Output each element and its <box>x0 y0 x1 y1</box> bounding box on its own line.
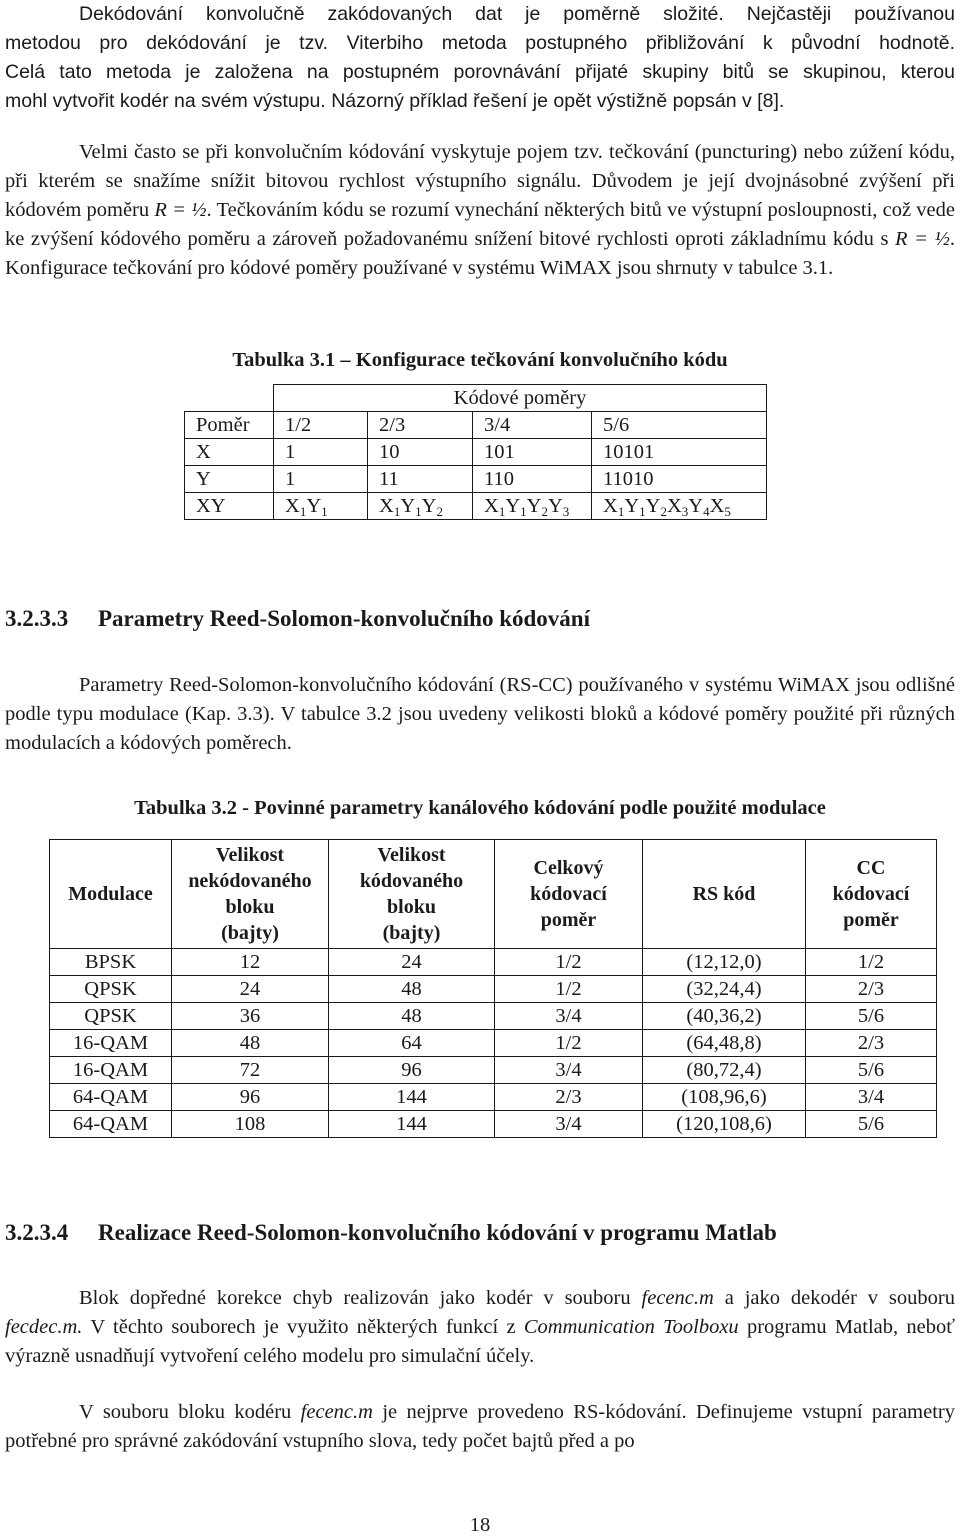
table-cell: 96 <box>172 1084 329 1111</box>
paragraph-text: a jako dekodér v souboru <box>724 1287 955 1309</box>
table-cell: QPSK <box>50 1003 172 1030</box>
table-cell: 10 <box>368 439 473 466</box>
header-line: bloku <box>387 896 436 918</box>
header-line: (bajty) <box>221 922 279 944</box>
table-cell: 5/6 <box>806 1003 937 1030</box>
header-line: kódovací <box>530 883 607 905</box>
column-header <box>495 840 643 949</box>
table-cell: Poměr <box>185 412 274 439</box>
table-cell: 3/4 <box>495 1057 643 1084</box>
intro-line: metodou pro dekódování je tzv. Viterbiho metoda postupného přibližování k původní hodnotě. <box>5 32 955 54</box>
column-header <box>643 840 806 949</box>
column-header <box>329 840 495 949</box>
table-cell: 1/2 <box>495 949 643 976</box>
filename: fecenc.m <box>641 1287 714 1309</box>
intro-line: Dekódování konvolučně zakódovaných dat je poměrně složité. Nejčastěji používanou <box>79 3 955 25</box>
header-line: Modulace <box>68 883 153 905</box>
table-row <box>50 1057 937 1084</box>
header-line: poměr <box>540 909 597 931</box>
table-cell: 2/3 <box>806 976 937 1003</box>
table-cell: 101 <box>473 439 592 466</box>
header-line: kódovací <box>832 883 910 905</box>
header-line: RS kód <box>692 883 756 905</box>
table-cell: 48 <box>329 1003 495 1030</box>
header-line: Velikost <box>377 844 446 866</box>
table-row <box>50 1084 937 1111</box>
table-row <box>185 412 767 439</box>
table-cell: 12 <box>172 949 329 976</box>
table1-caption: Tabulka 3.1 – Konfigurace tečkování konvolučního kódu <box>232 349 728 371</box>
column-header <box>172 840 329 949</box>
table-cell: (12,12,0) <box>643 949 806 976</box>
table-cell: 5/6 <box>592 412 767 439</box>
table-cell: 48 <box>172 1030 329 1057</box>
table-cell: $X_1Y_1Y_2Y_3$ <box>473 493 592 520</box>
header-line: nekódovaného <box>188 870 312 892</box>
table-row <box>50 976 937 1003</box>
table-cell: BPSK <box>50 949 172 976</box>
table-cell: 24 <box>329 949 495 976</box>
code-rate-formula: R = ½ <box>895 228 950 250</box>
code-rate-formula: R = ½ <box>154 199 207 221</box>
table-cell: 5/6 <box>806 1057 937 1084</box>
table-cell: $X_1Y_1Y_2$ <box>368 493 473 520</box>
table-cell: 144 <box>329 1111 495 1138</box>
table-row <box>185 439 767 466</box>
table-cell: XY <box>185 493 274 520</box>
section-heading <box>5 606 590 632</box>
table-cell: 2/3 <box>368 412 473 439</box>
table-cell: (32,24,4) <box>643 976 806 1003</box>
table-cell: 3/4 <box>473 412 592 439</box>
table-cell: 1/2 <box>806 949 937 976</box>
table-cell: 64-QAM <box>50 1084 172 1111</box>
table-cell: 72 <box>172 1057 329 1084</box>
table-row <box>185 493 767 520</box>
table-row <box>50 949 937 976</box>
table-cell: (64,48,8) <box>643 1030 806 1057</box>
table-cell: 2/3 <box>495 1084 643 1111</box>
puncturing-paragraph <box>5 138 955 283</box>
filename: fecenc.m <box>300 1401 373 1423</box>
puncturing-table <box>184 384 767 520</box>
table-cell: 1/2 <box>495 976 643 1003</box>
table-cell: 11 <box>368 466 473 493</box>
puncturing-text-1: Velmi často se při konvolučním kódování vyskytuje pojem tzv. tečkování (puncturing) nebo zúžení kódu, při kterém se snažíme snížit bitovou rychlost výstupního signálu. Důvodem je její dvojnásobné zvýšení při kódovém poměru <box>5 141 955 221</box>
paragraph-text: Blok dopředné korekce chyb realizován jako kodér v souboru <box>79 1287 631 1309</box>
table-cell: Y <box>185 466 274 493</box>
matlab-paragraph-1 <box>5 1284 955 1371</box>
header-line: bloku <box>225 896 275 918</box>
table-cell: QPSK <box>50 976 172 1003</box>
table-row <box>50 1111 937 1138</box>
puncturing-text-2: . Tečkováním kódu se rozumí vynechání některých bitů ve výstupní posloupnosti, což vede ke zvýšení kódového poměru a zároveň požadovanému snížení bitové rychlosti oproti základnímu kódu s <box>5 199 956 250</box>
table-cell: 36 <box>172 1003 329 1030</box>
table-cell: X <box>185 439 274 466</box>
column-header <box>806 840 937 949</box>
filename: fecdec.m. <box>5 1316 83 1338</box>
table-cell: 10101 <box>592 439 767 466</box>
table-row <box>50 1003 937 1030</box>
header-line: Velikost <box>215 844 285 866</box>
table-cell: 16-QAM <box>50 1030 172 1057</box>
table-cell: 3/4 <box>806 1084 937 1111</box>
table-row <box>185 385 767 412</box>
table-cell: 3/4 <box>495 1003 643 1030</box>
table-cell: 2/3 <box>806 1030 937 1057</box>
group-header: Kódové poměry <box>274 385 767 412</box>
matlab-paragraph-2 <box>5 1398 955 1456</box>
coding-parameters-table <box>49 839 937 1138</box>
intro-line: mohl vytvořit kodér na svém výstupu. Názorný příklad řešení je opět výstižně popsán v [8]. <box>5 90 785 112</box>
table-cell: (40,36,2) <box>643 1003 806 1030</box>
section-title: Parametry Reed-Solomon-konvolučního kódování <box>98 606 590 631</box>
table-cell: 64 <box>329 1030 495 1057</box>
table-cell: 110 <box>473 466 592 493</box>
table-cell: 5/6 <box>806 1111 937 1138</box>
header-line: kódovaného <box>359 870 464 892</box>
table-cell: 144 <box>329 1084 495 1111</box>
paragraph-text: V souboru bloku kodéru <box>79 1401 292 1423</box>
table-cell: 64-QAM <box>50 1111 172 1138</box>
paragraph-text: V těchto souborech je využito některých funkcí z <box>90 1316 516 1338</box>
table-cell: 3/4 <box>495 1111 643 1138</box>
section-number: 3.2.3.4 <box>5 1220 69 1245</box>
header-line: Celkový <box>533 857 604 879</box>
header-line: CC <box>856 857 886 879</box>
section-number: 3.2.3.3 <box>5 606 69 631</box>
table-cell: $X_1Y_1$ <box>274 493 368 520</box>
table-cell: (80,72,4) <box>643 1057 806 1084</box>
table-header-row <box>50 840 937 949</box>
section-heading <box>5 1220 777 1246</box>
table-cell: 16-QAM <box>50 1057 172 1084</box>
table-cell: 1/2 <box>274 412 368 439</box>
table-cell: 1 <box>274 439 368 466</box>
table-cell: 108 <box>172 1111 329 1138</box>
rscc-paragraph: Parametry Reed-Solomon-konvolučního kódování (RS-CC) používaného v systému WiMAX jsou odlišné podle typu modulace (Kap. 3.3). V tabulce 3.2 jsou uvedeny velikosti bloků a kódové poměry použité při různých modulacích a kódových poměrech. <box>5 674 955 754</box>
table-cell: $X_1Y_1Y_2X_3Y_4X_5$ <box>592 493 767 520</box>
header-line: (bajty) <box>382 922 441 944</box>
table-cell: 24 <box>172 976 329 1003</box>
page-number: 18 <box>469 1514 491 1536</box>
intro-paragraph <box>5 0 955 116</box>
toolbox-name: Communication Toolboxu <box>523 1316 739 1338</box>
table-cell: (120,108,6) <box>643 1111 806 1138</box>
table2-caption: Tabulka 3.2 - Povinné parametry kanálového kódování podle použité modulace <box>134 797 826 819</box>
table-cell: 48 <box>329 976 495 1003</box>
table-cell: 1 <box>274 466 368 493</box>
table-body <box>50 949 937 1138</box>
section-title: Realizace Reed-Solomon-konvolučního kódování v programu Matlab <box>98 1220 777 1245</box>
puncturing-text-3: . Konfigurace tečkování pro kódové poměry používané v systému WiMAX jsou shrnuty v tabulce 3.1. <box>5 228 955 279</box>
table-cell: 1/2 <box>495 1030 643 1057</box>
table-row <box>185 466 767 493</box>
intro-line: Celá tato metoda je založena na postupném porovnávání přijaté skupiny bitů se skupinou, kterou <box>5 61 955 83</box>
column-header <box>50 840 172 949</box>
table-cell: 96 <box>329 1057 495 1084</box>
header-line: poměr <box>843 909 899 931</box>
paragraph-text: programu Matlab, neboť výrazně usnadňují vytvoření celého modelu pro simulační účely. <box>5 1316 955 1367</box>
table-cell: 11010 <box>592 466 767 493</box>
table-cell: (108,96,6) <box>643 1084 806 1111</box>
paragraph-text: je nejprve provedeno RS-kódování. Definujeme vstupní parametry potřebné pro správné zakódování vstupního slova, tedy počet bajtů před a po <box>5 1401 955 1452</box>
table-row <box>50 1030 937 1057</box>
